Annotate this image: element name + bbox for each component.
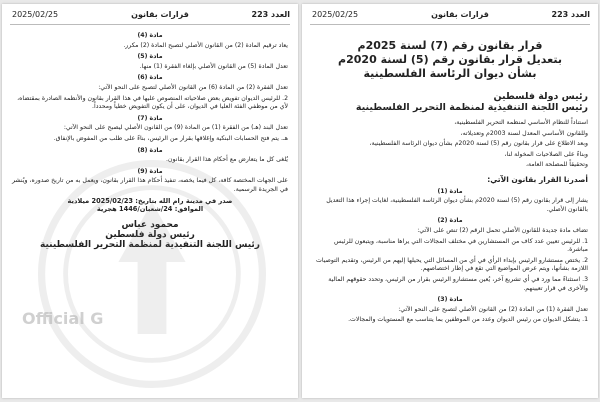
article-text: 1. للرئيس تعيين عدد كاف من المستشارين في مختلف المجالات التي يراها مناسبة، ويتبعون للرئيس مباشرة. <box>334 237 588 254</box>
section-name: قرارات بقانون <box>131 10 189 19</box>
article-heading: مادة (8) <box>137 146 163 154</box>
section-name: قرارات بقانون <box>431 10 489 19</box>
decree-heading: أصدرنا القرار بقانون الآتي: <box>487 174 588 184</box>
left-body <box>2 25 298 195</box>
preamble-line: وتحقيقاً للمصلحة العامة، <box>526 161 588 169</box>
hijri-date: الموافق: 24/شعبان/1446 هجرية <box>96 205 204 214</box>
article-text: 1. يتشكل الديوان من رئيس الديوان وعدد من الموظفين بما يتناسب مع المستويات والمجالات. <box>348 316 588 324</box>
article-text: 2. للرئيس الديوان تفويض بعض صلاحياته المنصوص عليها في هذا القرار بقانون والأنظمة الصادرة بمقتضاه، لأي من موظفي الفئة العليا في الديوان، على أن يكون التفويض خطياً ومحدداً. <box>17 94 288 111</box>
article-heading: مادة (6) <box>137 74 163 82</box>
signature-name: محمود عباس <box>121 219 179 230</box>
left-signature-block <box>2 197 298 250</box>
page-header <box>10 4 290 25</box>
article-text: تعدل الفقرة (1) من المادة (2) من القانون الأصلي لتصبح على النحو الآتي: <box>398 305 588 313</box>
issued-at: صدر في مدينة رام الله بتاريخ: 2025/02/23 ميلادية <box>67 196 233 205</box>
article-text: 2. يختص مستشارو الرئيس بإبداء الرأي في أي من المسائل التي يحيلها إليهم من الرئيس، وتقديم التوصيات اللازمة بشأنها، ويتم عرض المواضيع التي تقع في إطار اختصاصهم. <box>316 256 588 273</box>
right-page <box>302 4 598 398</box>
article-text: يعاد ترقيم المادة (2) من القانون الأصلي لتصبح المادة (2) مكرر. <box>123 41 288 49</box>
decree-title-1: قرار بقانون رقم (7) لسنة 2025م <box>357 39 543 52</box>
right-content <box>302 25 598 325</box>
page-header <box>310 4 590 25</box>
signature-title-2: رئيس اللجنة التنفيذية لمنظمة التحرير الفلسطينية <box>40 239 260 250</box>
article-text: تعدل الفقرة (2) من المادة (6) من القانون الأصلي لتصبح على النحو الآتي: <box>98 83 288 91</box>
article-heading: مادة (5) <box>137 53 163 61</box>
decree-title-3: بشأن ديوان الرئاسة الفلسطينية <box>363 67 537 80</box>
header-date: 2025/02/25 <box>12 10 59 19</box>
article-text: تضاف مادة جديدة للقانون الأصلي تحمل الرقم (2) تنص على الآتي: <box>417 226 588 234</box>
article-text: على الجهات المختصة كافة، كل فيما يخصه، تنفيذ أحكام هذا القرار بقانون، ويعمل به من تاريخ صدوره، ويُنشر في الجريدة الرسمية. <box>12 177 288 193</box>
left-page <box>2 4 298 398</box>
article-heading: مادة (9) <box>137 167 163 175</box>
preamble-line: وبناءً على الصلاحيات المخولة لنا، <box>504 150 588 158</box>
preamble-line: وللقانون الأساسي المعدل لسنة 2003م وتعديلاته، <box>460 129 588 137</box>
article-heading: مادة (3) <box>437 296 463 304</box>
preamble-line: استناداً للنظام الأساسي لمنظمة التحرير الفلسطينية، <box>454 119 588 126</box>
watermark-text: Official G <box>22 309 104 328</box>
header-date: 2025/02/25 <box>312 10 359 19</box>
article-heading: مادة (2) <box>437 217 463 225</box>
article-text: هـ. يتم فتح الحسابات البنكية وإغلاقها بقرار من الرئيس، بناءً على طلب من المفوض بالإنفاق. <box>53 134 288 142</box>
preamble <box>312 119 588 170</box>
decree-title-2: بتعديل قرار بقانون رقم (5) لسنة 2020م <box>338 53 562 66</box>
issue-number: العدد 223 <box>551 10 590 19</box>
article-heading: مادة (1) <box>437 187 463 195</box>
article-text: 3. استثناءً مما ورد في أي تشريع آخر، يُعين مستشارو الرئيس بقرار من الرئيس، وتحدد حقوقهم المالية والأخرى في قرار تعيينهم. <box>328 275 588 292</box>
article-text: تعدل البند (هـ) من الفقرة (1) من المادة (9) من القانون الأصلي ليصبح على النحو الآتي: <box>63 124 288 132</box>
signer-line-2: رئيس اللجنة التنفيذية لمنظمة التحرير الفلسطينية <box>355 102 588 113</box>
right-body <box>312 188 588 325</box>
signer-line-1: رئيس دولة فلسطين <box>493 91 588 102</box>
article-heading: مادة (4) <box>137 32 163 39</box>
article-text: يشار إلى قرار بقانون رقم (5) لسنة 2020م بشأن ديوان الرئاسة الفلسطينية، لغايات إجراء هذا التعديل بالقانون الأصلي. <box>326 197 588 213</box>
preamble-line: وبعد الاطلاع على قرار بقانون رقم (5) لسنة 2020م بشأن ديوان الرئاسة الفلسطينية، <box>369 140 588 148</box>
article-text: تعدل المادة (5) من القانون الأصلي بإلغاء الفقرة (1) منها. <box>139 62 288 70</box>
signature-title-1: رئيس دولة فلسطين <box>105 229 195 240</box>
article-heading: مادة (7) <box>137 114 163 122</box>
article-text: يُلغى كل ما يتعارض مع أحكام هذا القرار بقانون. <box>166 156 288 164</box>
issue-number: العدد 223 <box>251 10 290 19</box>
